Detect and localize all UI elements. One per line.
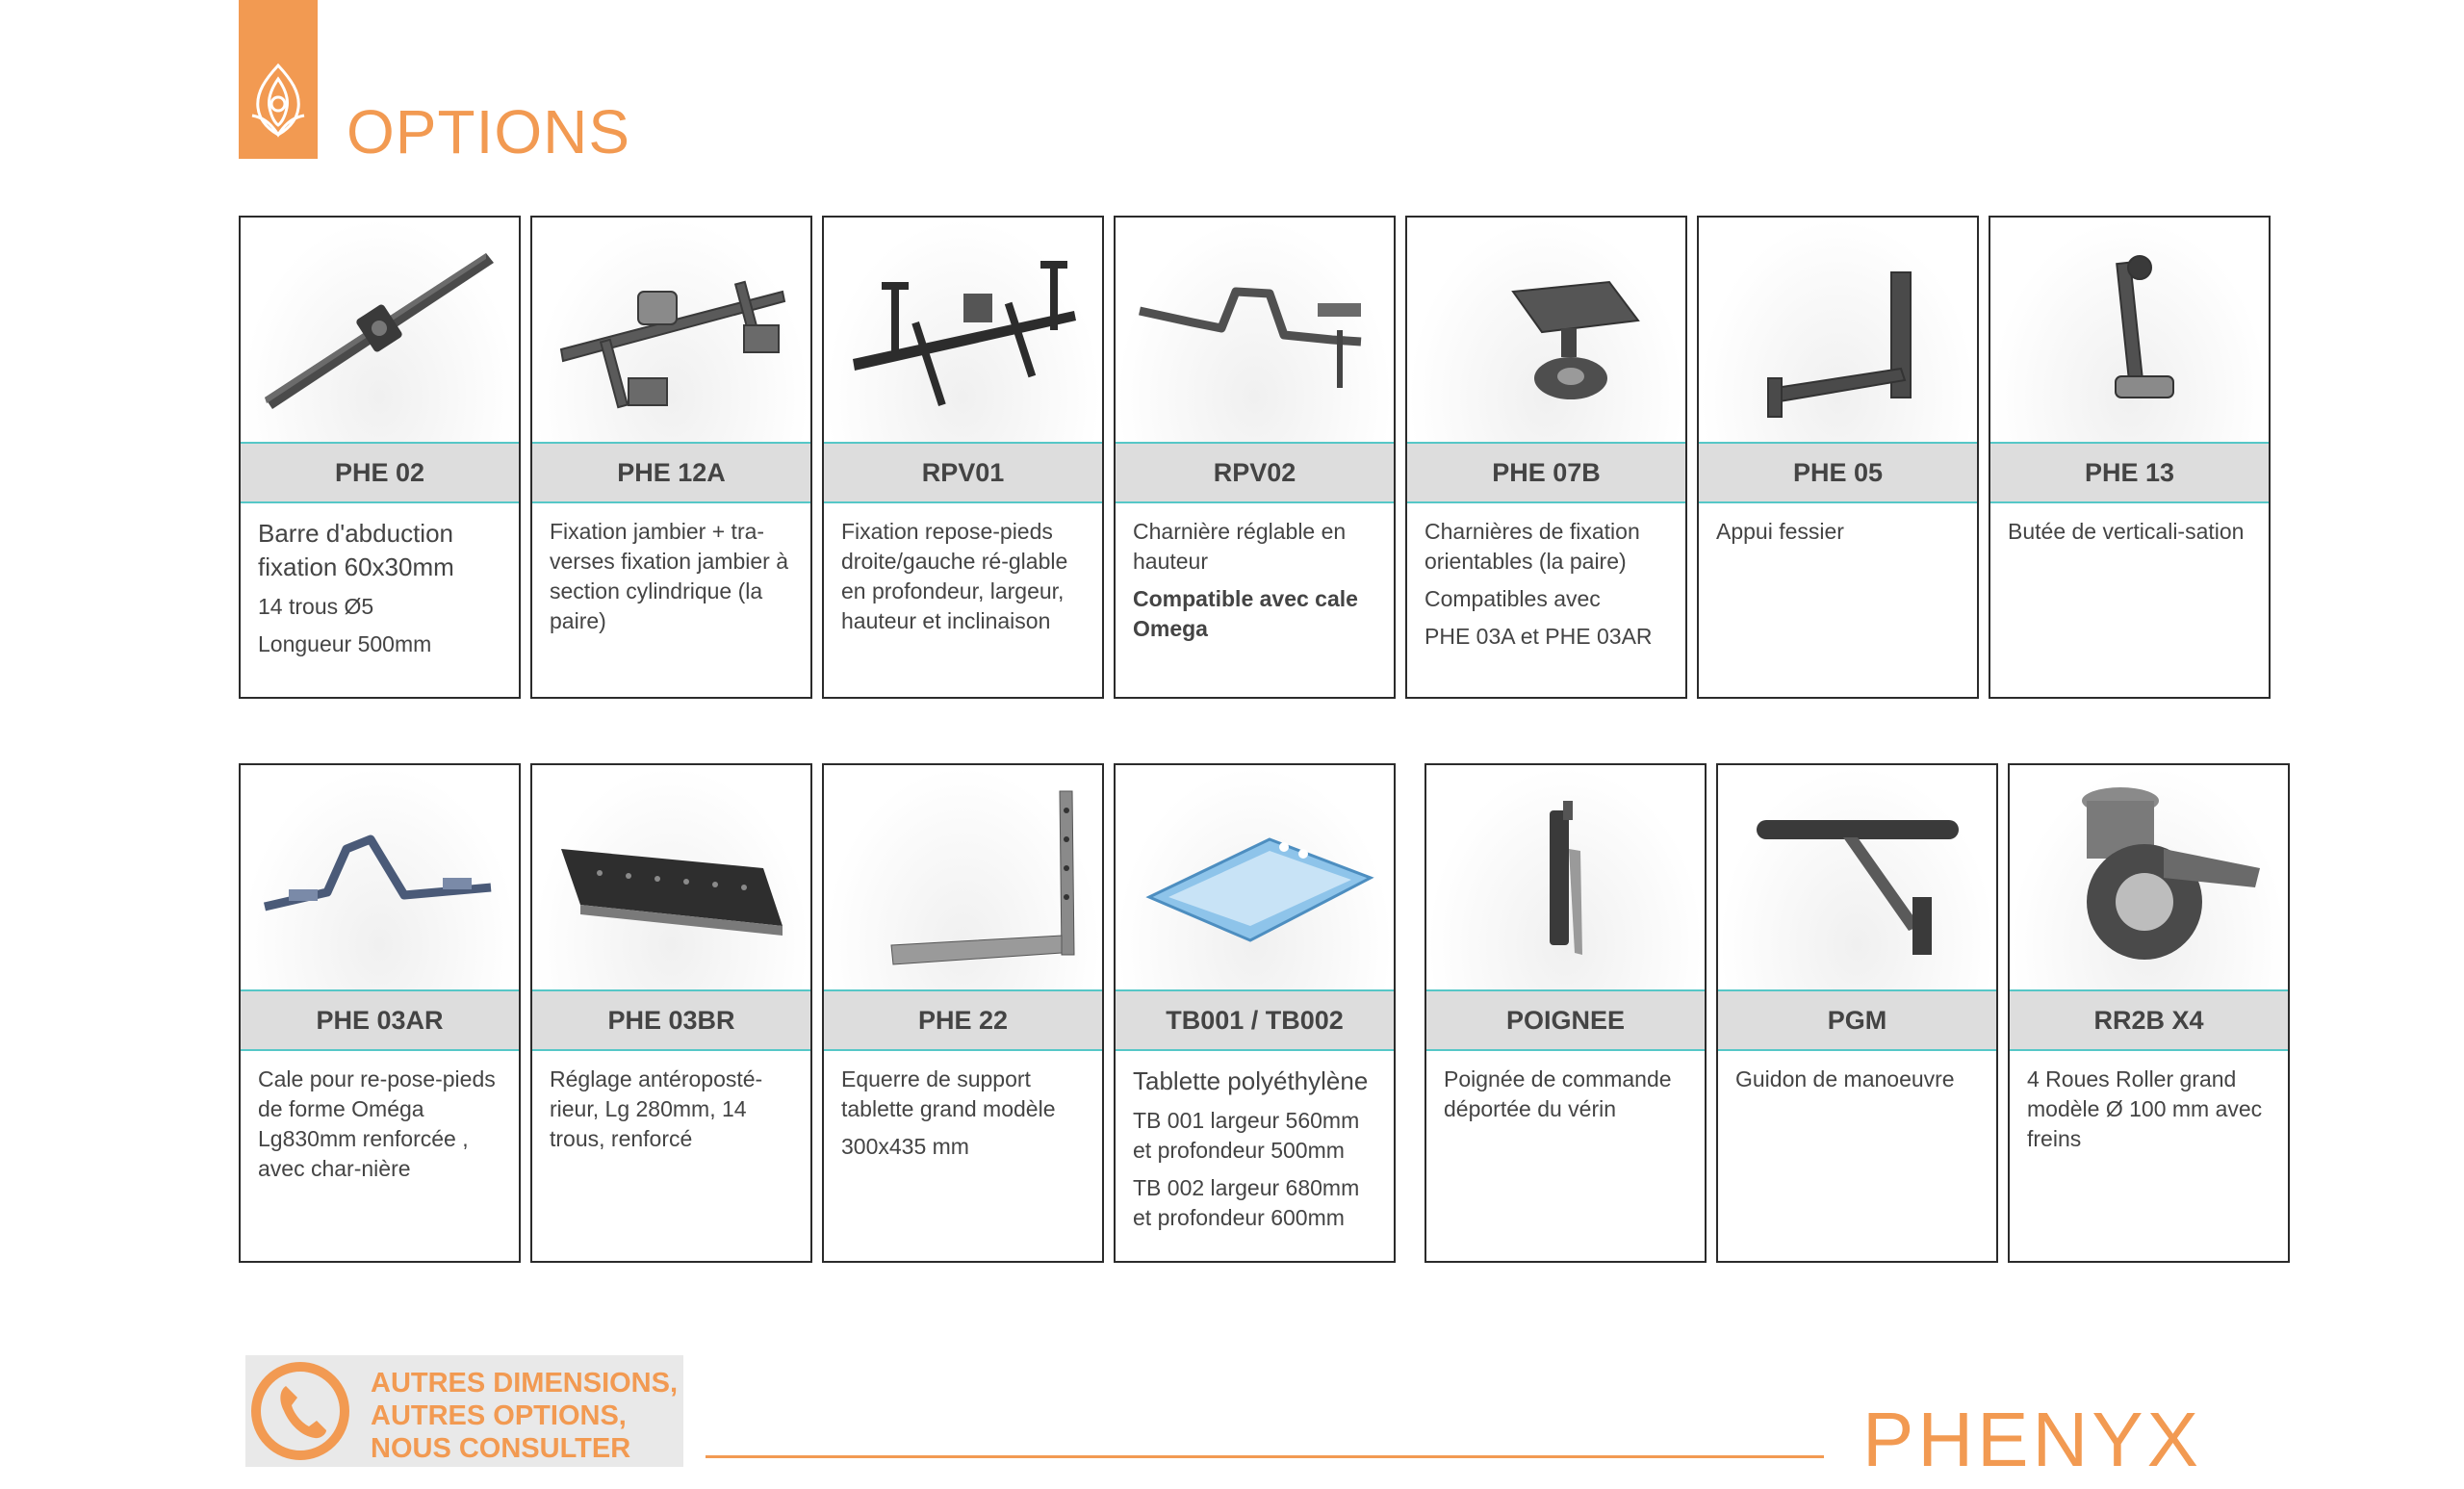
footplate-image	[542, 782, 802, 974]
option-description	[824, 1051, 1102, 1181]
option-card-phe12a	[530, 216, 812, 699]
description-line: Tablette polyéthylène	[1133, 1066, 1369, 1095]
product-image	[824, 765, 1102, 989]
description-line: Compatible avec cale Omega	[1133, 586, 1358, 642]
option-ref: PGM	[1718, 989, 1996, 1051]
product-image	[532, 765, 810, 989]
option-card-rr2bx4	[2008, 763, 2290, 1263]
brand-logo-box	[239, 0, 318, 159]
option-description	[241, 503, 519, 679]
description-line: Cale pour re-pose-pieds de forme Oméga Lg830mm renforcée , avec char-nière	[258, 1066, 496, 1182]
description-line: Réglage antéroposté-rieur, Lg 280mm, 14 trous, renforcé	[550, 1066, 763, 1152]
adjustable-hinge-image	[1125, 234, 1385, 426]
option-description	[1407, 503, 1685, 671]
contact-line: AUTRES DIMENSIONS,	[371, 1368, 679, 1399]
product-image	[1407, 218, 1685, 442]
option-ref: PHE 22	[824, 989, 1102, 1051]
option-ref: PHE 03AR	[241, 989, 519, 1051]
option-card-poignee	[1424, 763, 1707, 1263]
bracket-image	[834, 782, 1093, 974]
tablet-image	[1125, 782, 1385, 974]
verticalization-stop-image	[2000, 234, 2260, 426]
phone-icon	[247, 1357, 353, 1465]
footer-divider	[706, 1455, 1824, 1458]
steering-handle-image	[1728, 782, 1988, 974]
product-image	[241, 218, 519, 442]
option-description	[532, 1051, 810, 1173]
option-ref: PHE 07B	[1407, 442, 1685, 503]
contact-line: NOUS CONSULTER	[371, 1433, 631, 1464]
option-description	[2010, 1051, 2288, 1173]
option-description	[824, 503, 1102, 655]
contact-badge	[245, 1355, 683, 1467]
option-card-pgm	[1716, 763, 1998, 1263]
option-card-phe02	[239, 216, 521, 699]
product-image	[241, 765, 519, 989]
product-image	[1116, 765, 1394, 989]
seat-support-image	[1708, 234, 1968, 426]
description-line: Equerre de support tablette grand modèle	[841, 1066, 1056, 1122]
product-image	[532, 218, 810, 442]
product-image	[1699, 218, 1977, 442]
description-line: Fixation jambier + tra-verses fixation jambier à section cylindrique (la paire)	[550, 519, 788, 634]
option-ref: RPV01	[824, 442, 1102, 503]
description-line: Charnières de fixation orientables (la paire)	[1424, 519, 1640, 575]
option-description	[1699, 503, 1977, 566]
page-title: OPTIONS	[346, 97, 631, 167]
option-ref: PHE 12A	[532, 442, 810, 503]
option-description	[241, 1051, 519, 1203]
description-line: Barre d'abduction fixation 60x30mm	[258, 519, 454, 582]
option-card-phe05	[1697, 216, 1979, 699]
product-image	[1718, 765, 1996, 989]
orientable-hinge-image	[1417, 234, 1677, 426]
option-ref: PHE 13	[1990, 442, 2269, 503]
product-image	[1426, 765, 1705, 989]
product-image	[1116, 218, 1394, 442]
caster-wheel-image	[2019, 782, 2279, 974]
option-ref: PHE 02	[241, 442, 519, 503]
option-description	[1116, 1051, 1394, 1252]
abduction-bar-image	[255, 234, 505, 426]
footrest-fixation-image	[834, 234, 1093, 426]
description-line: 14 trous Ø5	[258, 594, 374, 620]
product-image	[1990, 218, 2269, 442]
option-card-rpv01	[822, 216, 1104, 699]
contact-text	[371, 1367, 678, 1465]
option-ref: PHE 05	[1699, 442, 1977, 503]
description-line: Guidon de manoeuvre	[1735, 1066, 1955, 1091]
brand-wordmark: PHENYX	[1862, 1397, 2202, 1482]
option-ref: RR2B X4	[2010, 989, 2288, 1051]
option-card-phe07b	[1405, 216, 1687, 699]
description-line: TB 002 largeur 680mm et profondeur 600mm	[1133, 1175, 1360, 1231]
description-line: TB 001 largeur 560mm et profondeur 500mm	[1133, 1108, 1360, 1164]
option-card-phe13	[1989, 216, 2271, 699]
description-line: 300x435 mm	[841, 1134, 969, 1160]
product-image	[2010, 765, 2288, 989]
description-line: PHE 03A et PHE 03AR	[1424, 624, 1653, 650]
product-image	[824, 218, 1102, 442]
contact-line: AUTRES OPTIONS,	[371, 1400, 627, 1431]
omega-shim-image	[250, 782, 510, 974]
option-card-phe03ar	[239, 763, 521, 1263]
description-line: 4 Roues Roller grand modèle Ø 100 mm avec freins	[2027, 1066, 2263, 1152]
option-description	[1116, 503, 1394, 663]
leg-fixation-image	[542, 234, 802, 426]
option-description	[532, 503, 810, 655]
option-card-rpv02	[1114, 216, 1396, 699]
description-line: Butée de verticali-sation	[2008, 519, 2245, 544]
description-line: Appui fessier	[1716, 519, 1844, 544]
description-line: Charnière réglable en hauteur	[1133, 519, 1347, 575]
description-line: Compatibles avec	[1424, 586, 1601, 612]
description-line: Poignée de commande déportée du vérin	[1444, 1066, 1672, 1122]
option-description	[1990, 503, 2269, 566]
phenyx-emblem-icon	[246, 60, 310, 141]
option-ref: POIGNEE	[1426, 989, 1705, 1051]
option-ref: TB001 / TB002	[1116, 989, 1394, 1051]
option-description	[1426, 1051, 1705, 1143]
option-card-tb001-tb002	[1114, 763, 1396, 1263]
option-ref: PHE 03BR	[532, 989, 810, 1051]
option-card-phe03br	[530, 763, 812, 1263]
description-line: Fixation repose-pieds droite/gauche ré-glable en profondeur, largeur, hauteur et inclinaison	[841, 519, 1068, 634]
option-ref: RPV02	[1116, 442, 1394, 503]
description-line: Longueur 500mm	[258, 631, 432, 657]
option-card-phe22	[822, 763, 1104, 1263]
option-description	[1718, 1051, 1996, 1114]
control-handle-image	[1436, 782, 1696, 974]
